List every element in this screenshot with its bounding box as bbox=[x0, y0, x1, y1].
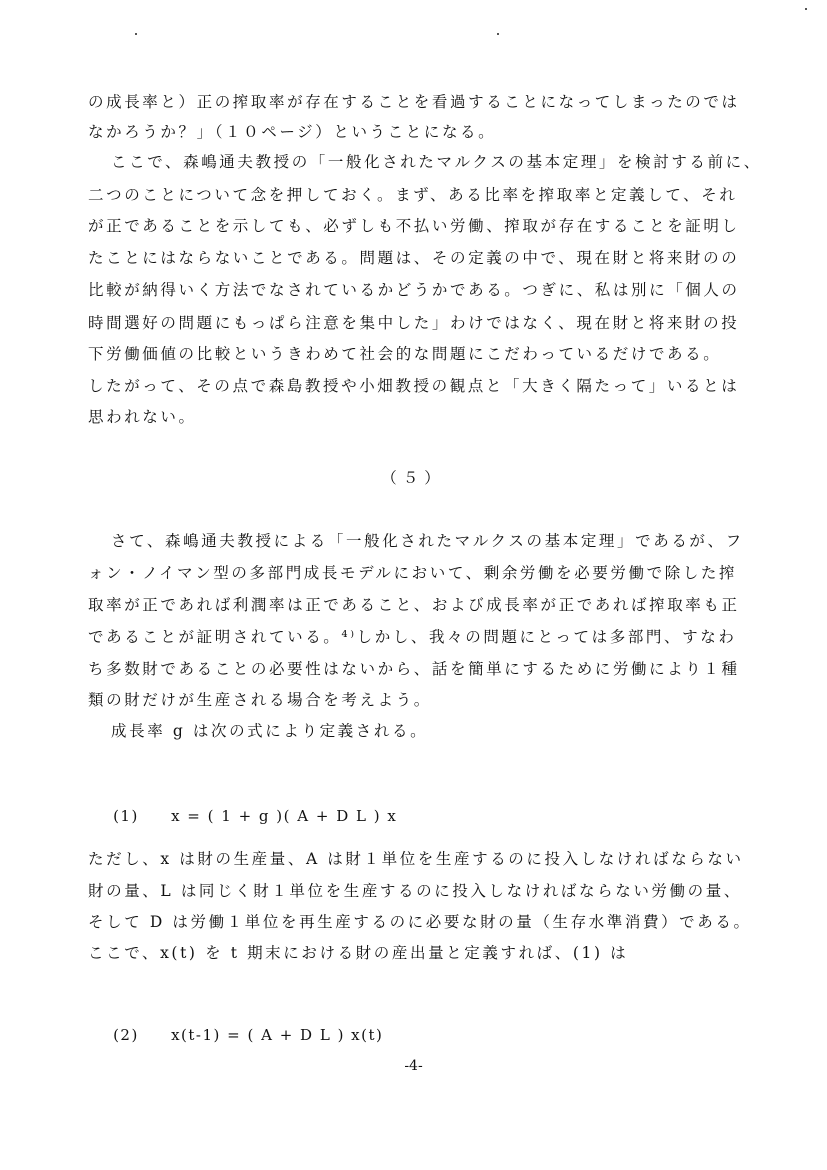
equation-2-label: (2) bbox=[113, 1026, 139, 1044]
scan-speck bbox=[805, 8, 807, 10]
paragraph-2-line-4: たことにはならないことである。問題は、その定義の中で、現在財と将来財のの bbox=[88, 249, 740, 267]
paragraph-3-line-3: 取率が正であれば利潤率は正であること、および成長率が正であれば搾取率も正 bbox=[88, 596, 740, 614]
equation-2 bbox=[88, 1005, 383, 1065]
page-number: -4- bbox=[404, 1058, 423, 1074]
paragraph-2-line-6: 時間選好の問題にもっぱら注意を集中した」わけではなく、現在財と将来財の投 bbox=[88, 314, 740, 332]
paragraph-3-line-2: ォン・ノイマン型の多部門成長モデルにおいて、剰余労働を必要労働で除した搾 bbox=[88, 564, 738, 582]
equation-1-body: x = ( 1 + g )( A + D L ) x bbox=[171, 807, 398, 825]
paragraph-3-line-1: さて、森嶋通夫教授による「一般化されたマルクスの基本定理」であるが、フ bbox=[111, 532, 744, 550]
paragraph-4: 成長率 g は次の式により定義される。 bbox=[111, 722, 429, 740]
paragraph-2-line-1: ここで、森嶋通夫教授の「一般化されたマルクスの基本定理」を検討する前に、 bbox=[111, 153, 762, 171]
scan-speck bbox=[135, 33, 137, 35]
paragraph-5-line-4: ここで、x(t) を t 期末における財の産出量と定義すれば、(1) は bbox=[88, 944, 629, 962]
equation-1-label: (1) bbox=[113, 807, 139, 825]
paragraph-3-line-6: 類の財だけが生産される場合を考えよう。 bbox=[88, 691, 432, 709]
equation-1 bbox=[88, 786, 397, 846]
paragraph-2-line-2: 二つのことについて念を押しておく。まず、ある比率を搾取率と定義して、それ bbox=[88, 186, 738, 204]
paragraph-2-line-8: したがって、その点で森島教授や小畑教授の観点と「大きく隔たって」いるとは bbox=[88, 377, 740, 395]
paragraph-3-line-5: ち多数財であることの必要性はないから、話を簡単にするために労働により１種 bbox=[88, 660, 740, 678]
paragraph-3-line-4: であることが証明されている。⁴⁾しかし、我々の問題にとっては多部門、すなわ bbox=[88, 628, 737, 646]
paragraph-2-line-3: が正であることを示しても、必ずしも不払い労働、搾取が存在することを証明し bbox=[88, 217, 740, 235]
paragraph-2-line-7: 下労働価値の比較というきわめて社会的な問題にこだわっているだけである。 bbox=[88, 345, 722, 363]
paragraph-5-line-1: ただし、x は財の生産量、A は財１単位を生産するのに投入しなければならない bbox=[88, 850, 744, 868]
scan-speck bbox=[497, 33, 499, 35]
paragraph-5-line-2: 財の量、L は同じく財１単位を生産するのに投入しなければならない労働の量、 bbox=[88, 882, 742, 900]
paragraph-2-line-9: 思われない。 bbox=[88, 408, 197, 426]
equation-2-body: x(t-1) = ( A + D L ) x(t) bbox=[171, 1026, 384, 1044]
paragraph-2-line-5: 比較が納得いく方法でなされているかどうかである。つぎに、私は別に「個人の bbox=[88, 281, 740, 299]
paragraph-1-line-1: の成長率と）正の搾取率が存在することを看過することになってしまったのでは bbox=[88, 93, 740, 111]
paragraph-1-line-2: なかろうか？」（１０ページ）ということになる。 bbox=[88, 123, 497, 141]
section-heading: （５） bbox=[381, 469, 446, 487]
paragraph-5-line-3: そして D は労働１単位を再生産するのに必要な財の量（生存水準消費）である。 bbox=[88, 913, 752, 931]
